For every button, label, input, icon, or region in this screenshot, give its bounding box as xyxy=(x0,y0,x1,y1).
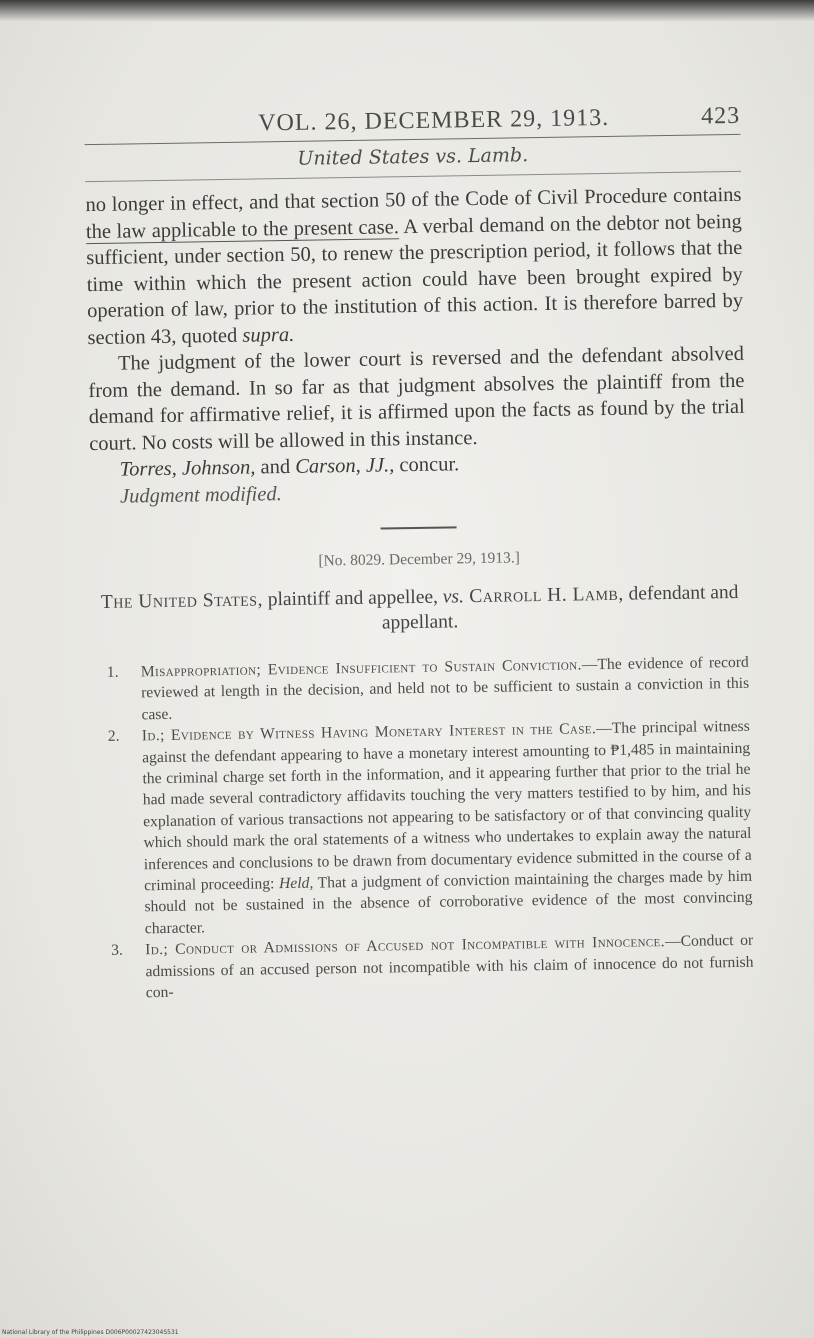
syllabus-text: —The evidence of record reviewed at length in the decision, and held not to be sufficient to sustain a conviction in this case. xyxy=(141,653,750,724)
plaintiff-name: The United States, xyxy=(100,589,264,613)
syllabus-number: 2. xyxy=(107,727,120,746)
case-title: United States vs. Lamb. xyxy=(297,144,529,170)
scan-edge-shadow xyxy=(0,0,814,22)
syllabus-item xyxy=(93,652,750,727)
syllabus-number: 3. xyxy=(111,941,124,960)
para1-text: no longer in effect, and that section 50 of the Code of Civil Procedure contains xyxy=(85,183,742,217)
opinion-text xyxy=(85,182,746,510)
justices-2: Carson, JJ., xyxy=(295,454,395,478)
supra: supra. xyxy=(242,323,295,347)
volume-date: VOL. 26, DECEMBER 29, 1913. xyxy=(258,104,610,137)
para1-continued: A verbal demand on the debtor not being sufficient, under section 50, to renew the prescription period, it follows that the time within which the present action could have been brought expired by operation of law, prior to the institution of this action. It is therefore barred by section 43, quoted xyxy=(86,210,744,349)
defendant-role: defendant and appellant. xyxy=(381,581,739,634)
syllabus-heading: Misappropriation; Evidence Insufficient to Sustain Conviction. xyxy=(140,656,582,681)
syllabus-text: —The principal witness against the defendant appearing to have a monetary interest amounting to ₱1,485 in maintaining the criminal charge set forth in the information, and it appearing further that prior to the trial he had made several contradictory affidavits touching the very matters testified to by him, and his explanation of various transactions not appearing to be satisfactory or of that convincing quality which should mark the oral statements of a witness who undertakes to explain away the natural inferences and conclusions to be drawn from documentary evidence submitted in the course of a criminal proceeding: xyxy=(142,717,752,895)
underlined-phrase: the law applicable to the present case. xyxy=(85,215,400,243)
syllabus-number: 1. xyxy=(106,663,119,681)
syllabus-item xyxy=(97,930,754,1005)
opinion-paragraph-2: The judgment of the lower court is reversed and the defendant absolved from the demand. In so far as that judgment absolves the plaintiff from the demand for affirmative relief, it is affirmed upon the facts as found by the trial court. No costs will be allowed in this instance. xyxy=(88,342,745,455)
syllabus-heading: Id.; Conduct or Admissions of Accused not Incompatible with Innocence. xyxy=(145,933,666,959)
page-number: 423 xyxy=(700,102,741,130)
judgment-line: Judgment modified. xyxy=(119,482,282,508)
archive-footer: National Library of the Philippines D006P0002742304S531 xyxy=(2,1329,179,1336)
opinion-paragraph-1 xyxy=(85,182,743,351)
defendant-name: Carroll H. Lamb, xyxy=(463,583,624,608)
syllabus-item xyxy=(94,716,753,940)
title-rule xyxy=(85,171,741,182)
justices-1: Torres, Johnson, xyxy=(119,456,256,481)
page-content xyxy=(84,103,754,1005)
case-number: [No. 8029. December 29, 1913.] xyxy=(318,549,520,570)
syllabus xyxy=(93,652,754,1005)
versus: vs. xyxy=(442,586,465,608)
plaintiff-role: plaintiff and appellee, xyxy=(262,586,443,611)
concur-and: and xyxy=(255,455,296,479)
concur-word: concur. xyxy=(394,453,460,477)
syllabus-heading: Id.; Evidence by Witness Having Monetary Interest in the Case. xyxy=(141,720,597,745)
syllabus-text-continued: That a judgment of conviction maintaining the charges made by him should not be sustained in the absence of corroborative evidence of the most convincing character. xyxy=(144,867,753,938)
case-parties xyxy=(92,580,749,640)
syllabus-text: —Conduct or admissions of an accused person not incompatible with his claim of innocence do not furnish con- xyxy=(145,932,754,1002)
held-word: Held, xyxy=(278,874,314,893)
section-divider xyxy=(381,526,457,529)
